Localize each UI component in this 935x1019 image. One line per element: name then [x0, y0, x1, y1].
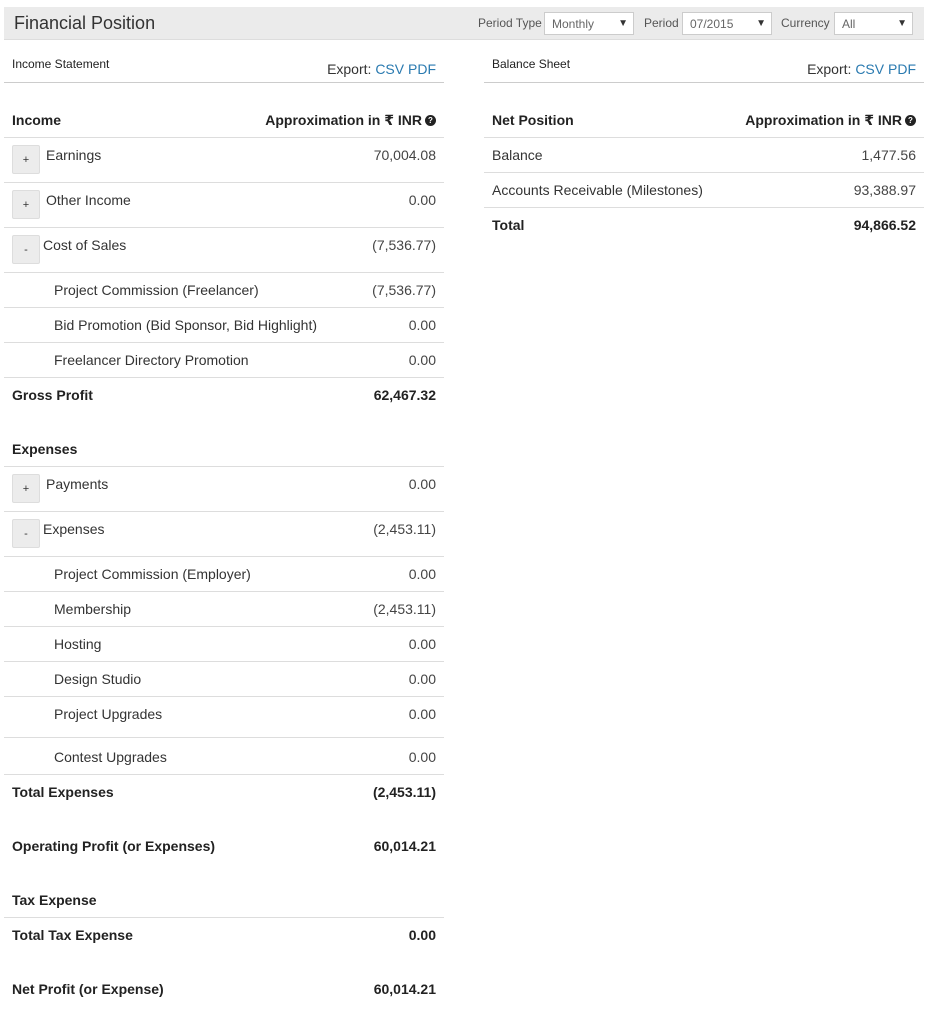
row-value: 0.00: [408, 636, 436, 652]
row-label: Hosting: [54, 636, 102, 652]
row-label: Net Profit (or Expense): [12, 981, 164, 997]
row-value: 0.00: [408, 476, 436, 492]
collapse-cost-of-sales-button[interactable]: -: [12, 235, 40, 264]
balance-sheet-panel: [484, 40, 924, 233]
expand-payments-button[interactable]: +: [12, 474, 40, 503]
table-row: [4, 183, 444, 228]
table-row: [4, 308, 444, 343]
row-label: Membership: [54, 601, 132, 617]
period-value: 07/2015: [690, 17, 734, 31]
row-label: Balance: [492, 147, 543, 163]
info-circle-icon[interactable]: ?: [425, 115, 436, 126]
row-label: Project Commission (Freelancer): [54, 282, 259, 298]
table-row: [4, 512, 444, 557]
period-label: Period: [644, 16, 679, 30]
row-label: Contest Upgrades: [54, 749, 167, 765]
row-value: 0.00: [408, 927, 436, 943]
balance-export: [807, 61, 916, 77]
expand-other-income-button[interactable]: +: [12, 190, 40, 219]
row-label: Operating Profit (or Expenses): [12, 838, 216, 854]
page-header: [4, 7, 924, 40]
net-position-heading: Net Position: [492, 112, 574, 128]
row-value: 0.00: [408, 566, 436, 582]
collapse-expenses-button[interactable]: -: [12, 519, 40, 548]
balance-sheet-title: Balance Sheet: [492, 57, 571, 71]
table-row: [4, 592, 444, 627]
row-label: Other Income: [46, 192, 131, 208]
row-label: Earnings: [46, 147, 102, 163]
export-csv-link[interactable]: CSV: [855, 61, 885, 77]
balance-sheet-header: [484, 40, 924, 83]
period-type-value: Monthly: [552, 17, 595, 31]
income-statement-header: [4, 40, 444, 83]
row-label: Accounts Receivable (Milestones): [492, 182, 703, 198]
row-value: 94,866.52: [853, 217, 916, 233]
operating-profit-row: [4, 829, 444, 864]
page-title: Financial Position: [14, 13, 156, 33]
export-label: Export:: [807, 61, 852, 77]
row-value: 0.00: [408, 192, 436, 208]
tax-section-header: [4, 883, 444, 918]
row-value: 1,477.56: [861, 147, 916, 163]
info-circle-icon[interactable]: ?: [905, 115, 916, 126]
row-value: 93,388.97: [853, 182, 916, 198]
row-label: Total Expenses: [12, 784, 114, 800]
net-position-column-header: [484, 100, 924, 138]
currency-select[interactable]: [834, 12, 913, 35]
caret-down-icon: ▼: [618, 18, 628, 29]
tax-heading: Tax Expense: [12, 892, 97, 908]
table-row: [4, 627, 444, 662]
table-row: [4, 697, 444, 738]
row-label: Expenses: [43, 521, 105, 537]
income-export: [327, 61, 436, 77]
approximation-heading: [265, 112, 436, 129]
table-row: [4, 273, 444, 308]
expenses-section-header: [4, 432, 444, 467]
table-row: [4, 138, 444, 183]
income-statement-panel: [4, 40, 444, 997]
row-label: Cost of Sales: [43, 237, 127, 253]
row-label: Design Studio: [54, 671, 142, 687]
currency-value: All: [842, 17, 856, 31]
row-value: (2,453.11): [372, 784, 436, 800]
expand-earnings-button[interactable]: +: [12, 145, 40, 174]
income-heading: Income: [12, 112, 62, 128]
row-label: Project Upgrades: [54, 706, 163, 722]
total-tax-row: [4, 918, 444, 953]
row-label: Project Commission (Employer): [54, 566, 251, 582]
approximation-heading: [745, 112, 916, 129]
export-pdf-link[interactable]: PDF: [408, 61, 436, 77]
currency-label: Currency: [781, 16, 830, 30]
row-label: Payments: [46, 476, 109, 492]
total-expenses-row: [4, 775, 444, 810]
row-value: 0.00: [408, 352, 436, 368]
row-label: Total Tax Expense: [12, 927, 133, 943]
row-value: 60,014.21: [373, 981, 436, 997]
row-value: 0.00: [408, 706, 436, 722]
caret-down-icon: ▼: [897, 18, 907, 29]
approximation-label: Approximation in ₹ INR: [745, 112, 902, 128]
row-value: 70,004.08: [373, 147, 436, 163]
row-value: 62,467.32: [373, 387, 436, 403]
row-value: 0.00: [408, 317, 436, 333]
export-csv-link[interactable]: CSV: [375, 61, 405, 77]
period-type-label: Period Type: [478, 16, 542, 30]
income-statement-title: Income Statement: [12, 57, 110, 71]
row-value: (7,536.77): [372, 237, 436, 253]
expenses-heading: Expenses: [12, 441, 78, 457]
balance-total-row: [484, 208, 924, 243]
table-row: [484, 138, 924, 173]
table-row: [4, 228, 444, 273]
net-profit-row: [4, 972, 444, 1007]
caret-down-icon: ▼: [756, 18, 766, 29]
table-row: [4, 343, 444, 378]
table-row: [4, 467, 444, 512]
table-row: [484, 173, 924, 208]
gross-profit-row: [4, 378, 444, 413]
row-value: (2,453.11): [373, 521, 436, 537]
row-value: (2,453.11): [373, 601, 436, 617]
row-label: Freelancer Directory Promotion: [54, 352, 249, 368]
row-label: Bid Promotion (Bid Sponsor, Bid Highlight): [54, 317, 318, 333]
table-row: [4, 557, 444, 592]
row-label: Total: [492, 217, 525, 233]
export-label: Export:: [327, 61, 372, 77]
row-label: Gross Profit: [12, 387, 93, 403]
row-value: 60,014.21: [373, 838, 436, 854]
row-value: 0.00: [408, 671, 436, 687]
period-type-select[interactable]: [544, 12, 634, 35]
table-row: [4, 739, 444, 775]
table-row: [4, 662, 444, 697]
row-value: 0.00: [408, 749, 436, 765]
export-pdf-link[interactable]: PDF: [888, 61, 916, 77]
approximation-label: Approximation in ₹ INR: [265, 112, 422, 128]
income-column-header: [4, 100, 444, 138]
row-value: (7,536.77): [372, 282, 436, 298]
period-select[interactable]: [682, 12, 772, 35]
